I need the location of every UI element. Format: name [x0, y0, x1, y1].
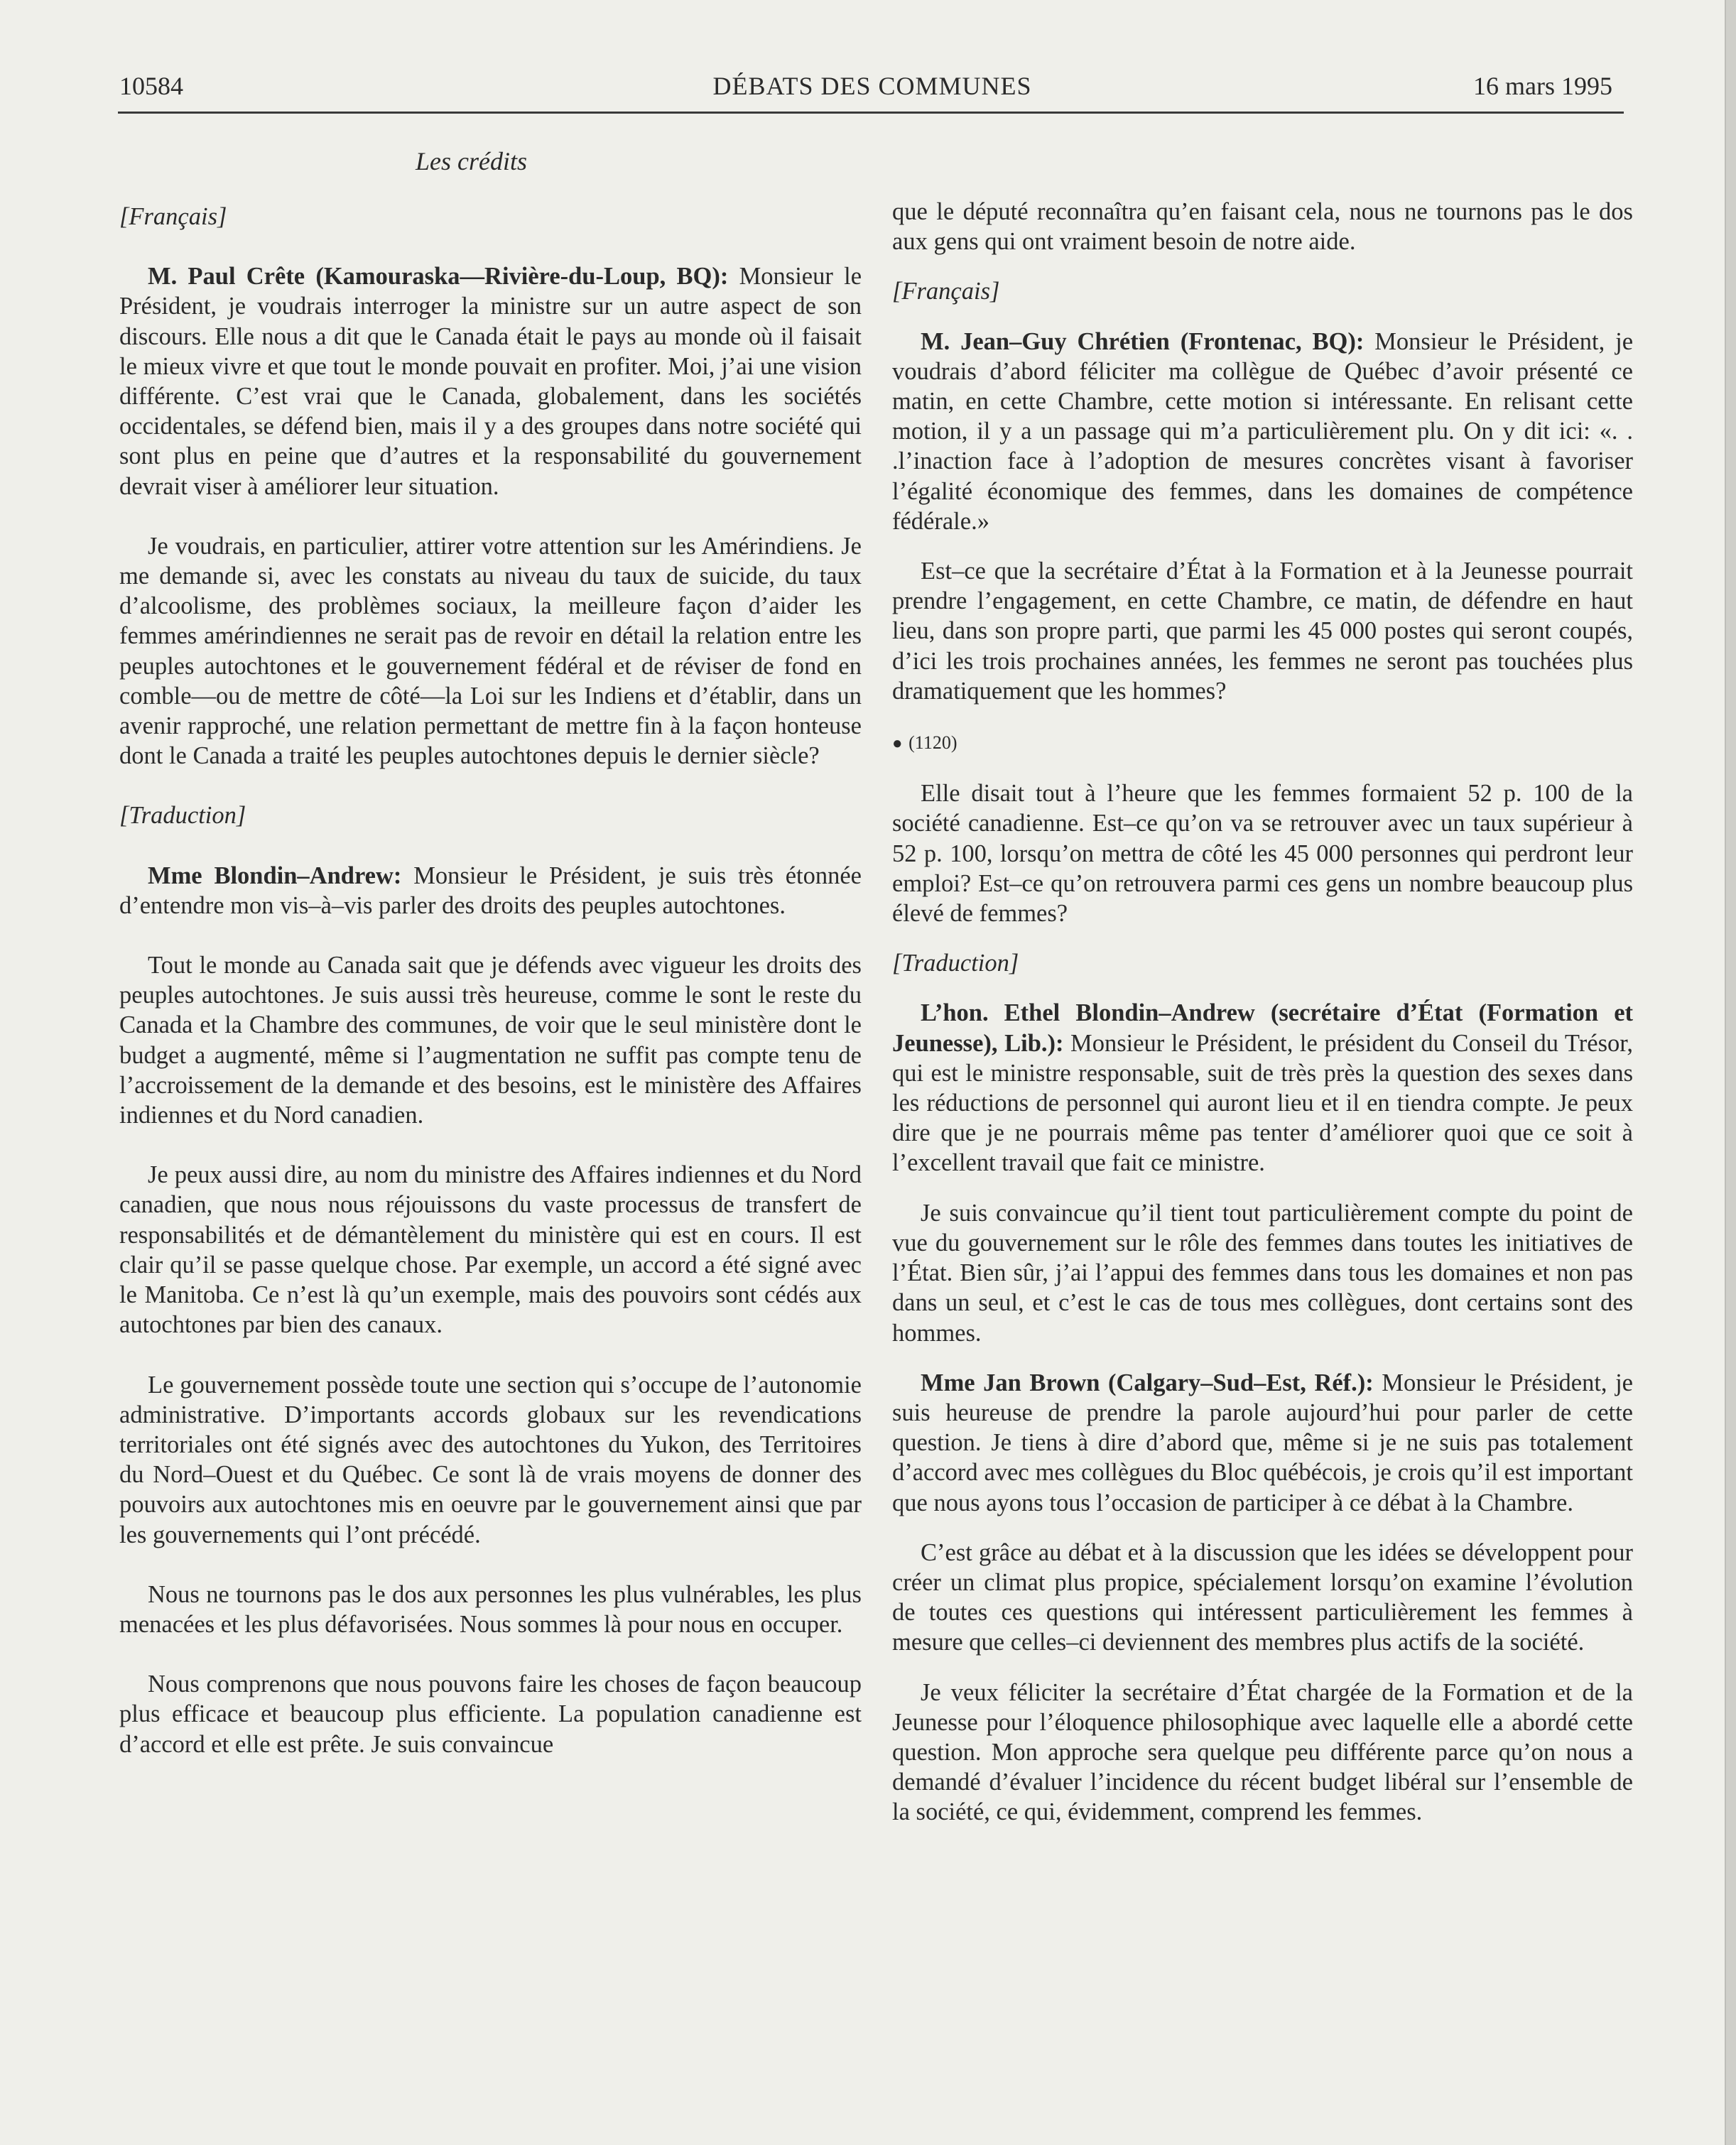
paragraph: que le député reconnaîtra qu’en faisant cela, nous ne tournons pas le dos aux gens qui ont vraiment besoin de notre aide. [892, 198, 1633, 256]
paragraph: Nous ne tournons pas le dos aux personnes les plus vulnérables, les plus menacées et les plus défavorisées. Nous sommes là pour nous en occuper. [119, 1580, 862, 1638]
paragraph: Je veux féliciter la secrétaire d’État chargée de la Formation et de la Jeunesse pour l’éloquence philosophique avec laquelle elle a abordé cette question. Mon approche sera quelque peu différente parce qu’on nous a demandé d’évaluer l’incidence du récent budget libéral sur l’ensemble de la société, ce qui, évidemment, comprend les femmes. [892, 1678, 1633, 1826]
header-rule [118, 112, 1624, 114]
language-marker: [Traduction] [119, 802, 246, 830]
issue-date: 16 mars 1995 [1473, 72, 1612, 100]
language-marker: [Français] [892, 278, 1000, 305]
paragraph: Je voudrais, en particulier, attirer votre attention sur les Amérindiens. Je me demande si, avec les constats au niveau du taux de suicide, du taux d’alcoolisme, des problèmes sociaux, la meilleure façon d’aider les femmes amérindiennes ne serait pas de revoir en détail la relation entre les peuples autochtones et le gouvernement fédéral et de réviser de fond en comble—ou de mettre de côté—la Loi sur les Indiens et d’établir, dans un avenir rapproché, une relation permettant de mettre fin à la façon honteuse dont le Canada a traité les peuples autochtones depuis le dernier siècle? [119, 532, 862, 770]
speaker-name: L’hon. Ethel Blondin–Andrew (secrétaire d’État (Formation et Jeunesse), Lib.): [892, 999, 1633, 1057]
speech-text: Monsieur le Président, je voudrais interroger la ministre sur un autre aspect de son discours. Elle nous a dit que le Canada était le pays au monde où il faisait le mieux vivre et que tout le monde pouvait en profiter. Moi, j’ai une vision différente. C’est vrai que le Canada, globalement, dans les sociétés occidentales, se défend bien, mais il y a des groupes dans notre société qui sont plus en peine que d’autres et la responsabilité du gouvernement devrait viser à améliorer leur situation. [119, 263, 862, 500]
language-marker: [Français] [119, 203, 227, 230]
paragraph: Nous comprenons que nous pouvons faire les choses de façon beaucoup plus efficace et beaucoup plus efficiente. La population canadienne est d’accord et elle est prête. Je suis convaincue [119, 1671, 862, 1758]
section-title: Les crédits [416, 147, 527, 175]
paragraph: Je suis convaincue qu’il tient tout particulièrement compte du point de vue du gouvernement sur le rôle des femmes dans toutes les initiatives de l’État. Bien sûr, j’ai l’appui des femmes dans tous les domaines et non pas dans un seul, et c’est le cas de tous mes collègues, dont certains sont des hommes. [892, 1199, 1633, 1347]
paragraph [892, 1368, 1633, 1518]
paragraph: Elle disait tout à l’heure que les femmes formaient 52 p. 100 de la société canadienne. Est–ce qu’on va se retrouver avec un taux supérieur à 52 p. 100, lorsqu’on mettra de côté les 45 000 personnes qui perdront leur emploi? Est–ce qu’on retrouvera parmi ces gens un nombre beaucoup plus élevé de femmes? [892, 780, 1633, 928]
page-number: 10584 [119, 72, 183, 100]
speaker-name: Mme Blondin–Andrew: [148, 862, 402, 889]
paragraph [119, 861, 862, 921]
running-title: DÉBATS DES COMMUNES [712, 72, 1032, 100]
language-marker: [Traduction] [892, 950, 1019, 977]
paragraph: C’est grâce au débat et à la discussion que les idées se développent pour créer un climat plus propice, spécialement lorsqu’on examine l’évolution de toutes ces questions qui intéressent particulièrement les femmes à mesure que celles–ci deviennent des membres plus actifs de la société. [892, 1538, 1633, 1656]
speech-text: Monsieur le Président, je voudrais d’abord féliciter ma collègue de Québec d’avoir présenté ce matin, en cette Chambre, cette motion si intéressante. En relisant cette motion, il y a un passage qui m’a particulièrement plu. On y dit ici: «. . .l’inaction face à l’adoption de mesures concrètes visant à favoriser l’égalité économique des femmes, dans les domaines de compétence fédérale.» [892, 327, 1634, 535]
paragraph [892, 998, 1633, 1178]
speaker-name: M. Paul Crête (Kamouraska—Rivière-du-Loup, BQ): [148, 263, 729, 290]
left-column [119, 202, 862, 1759]
paragraph: Je peux aussi dire, au nom du ministre des Affaires indiennes et du Nord canadien, que nous nous réjouissons du vaste processus de transfert de responsabilités et de démantèlement du ministère qui est en cours. Il est clair qu’il se passe quelque chose. Par exemple, un accord a été signé avec le Manitoba. Ce n’est là qu’un exemple, mais des pouvoirs sont cédés aux autochtones par bien des canaux. [119, 1161, 862, 1339]
paragraph: Le gouvernement possède toute une section qui s’occupe de l’autonomie administrative. D’importants accords globaux sur les revendications territoriales ont été signés avec des autochtones du Yukon, des Territoires du Nord–Ouest et du Québec. Ce sont là de vrais moyens de donner des pouvoirs aux autochtones mis en oeuvre par le gouvernement ainsi que par les gouvernements qui l’ont précédé. [119, 1371, 862, 1548]
speaker-name: Mme Jan Brown (Calgary–Sud–Est, Réf.): [921, 1369, 1374, 1396]
page-edge [1725, 0, 1736, 2145]
speaker-name: M. Jean–Guy Chrétien (Frontenac, BQ): [921, 327, 1365, 355]
speech-text: Monsieur le Président, je suis très étonnée d’entendre mon vis–à–vis parler des droits des peuples autochtones. [119, 862, 862, 919]
paragraph: Tout le monde au Canada sait que je défends avec vigueur les droits des peuples autochtones. Je suis aussi très heureuse, comme le sont le reste du Canada et la Chambre des communes, de voir que le seul ministère dont le budget a augmenté, même si l’augmentation ne suffit pas compte tenu de l’accroissement de la demande et des besoins, est le ministère des Affaires indiennes et du Nord canadien. [119, 952, 862, 1129]
speech-text: Monsieur le Président, je suis heureuse de prendre la parole aujourd’hui pour parler de cette question. Je tiens à dire d’abord que, même si je ne suis pas totalement d’accord avec mes collègues du Bloc québécois, je crois qu’il est important que nous ayons tous l’occasion de participer à ce débat à la Chambre. [892, 1369, 1633, 1516]
timestamp: (1120) [908, 732, 957, 754]
timestamp-line [892, 726, 1633, 759]
page-header [119, 68, 1625, 111]
right-column [892, 197, 1633, 1828]
speech-text: Monsieur le Président, le président du Conseil du Trésor, qui est le ministre responsable, suit de très près la question des sexes dans les réductions de personnel qui auront lieu et il en tiendra compte. Je peux dire que je ne pourrais même pas tenter d’améliorer quoi que ce soit à l’excellent travail que fait ce ministre. [892, 1029, 1633, 1177]
paragraph [892, 327, 1633, 536]
paragraph [119, 261, 862, 501]
paragraph: Est–ce que la secrétaire d’État à la Formation et à la Jeunesse pourrait prendre l’engagement, en cette Chambre, ce matin, de défendre en haut lieu, dans son propre parti, que parmi les 45 000 postes qui seront coupés, d’ici les trois prochaines années, les femmes ne seront pas touchées plus dramatiquement que les hommes? [892, 558, 1633, 705]
bullet-icon: ● [892, 734, 903, 754]
